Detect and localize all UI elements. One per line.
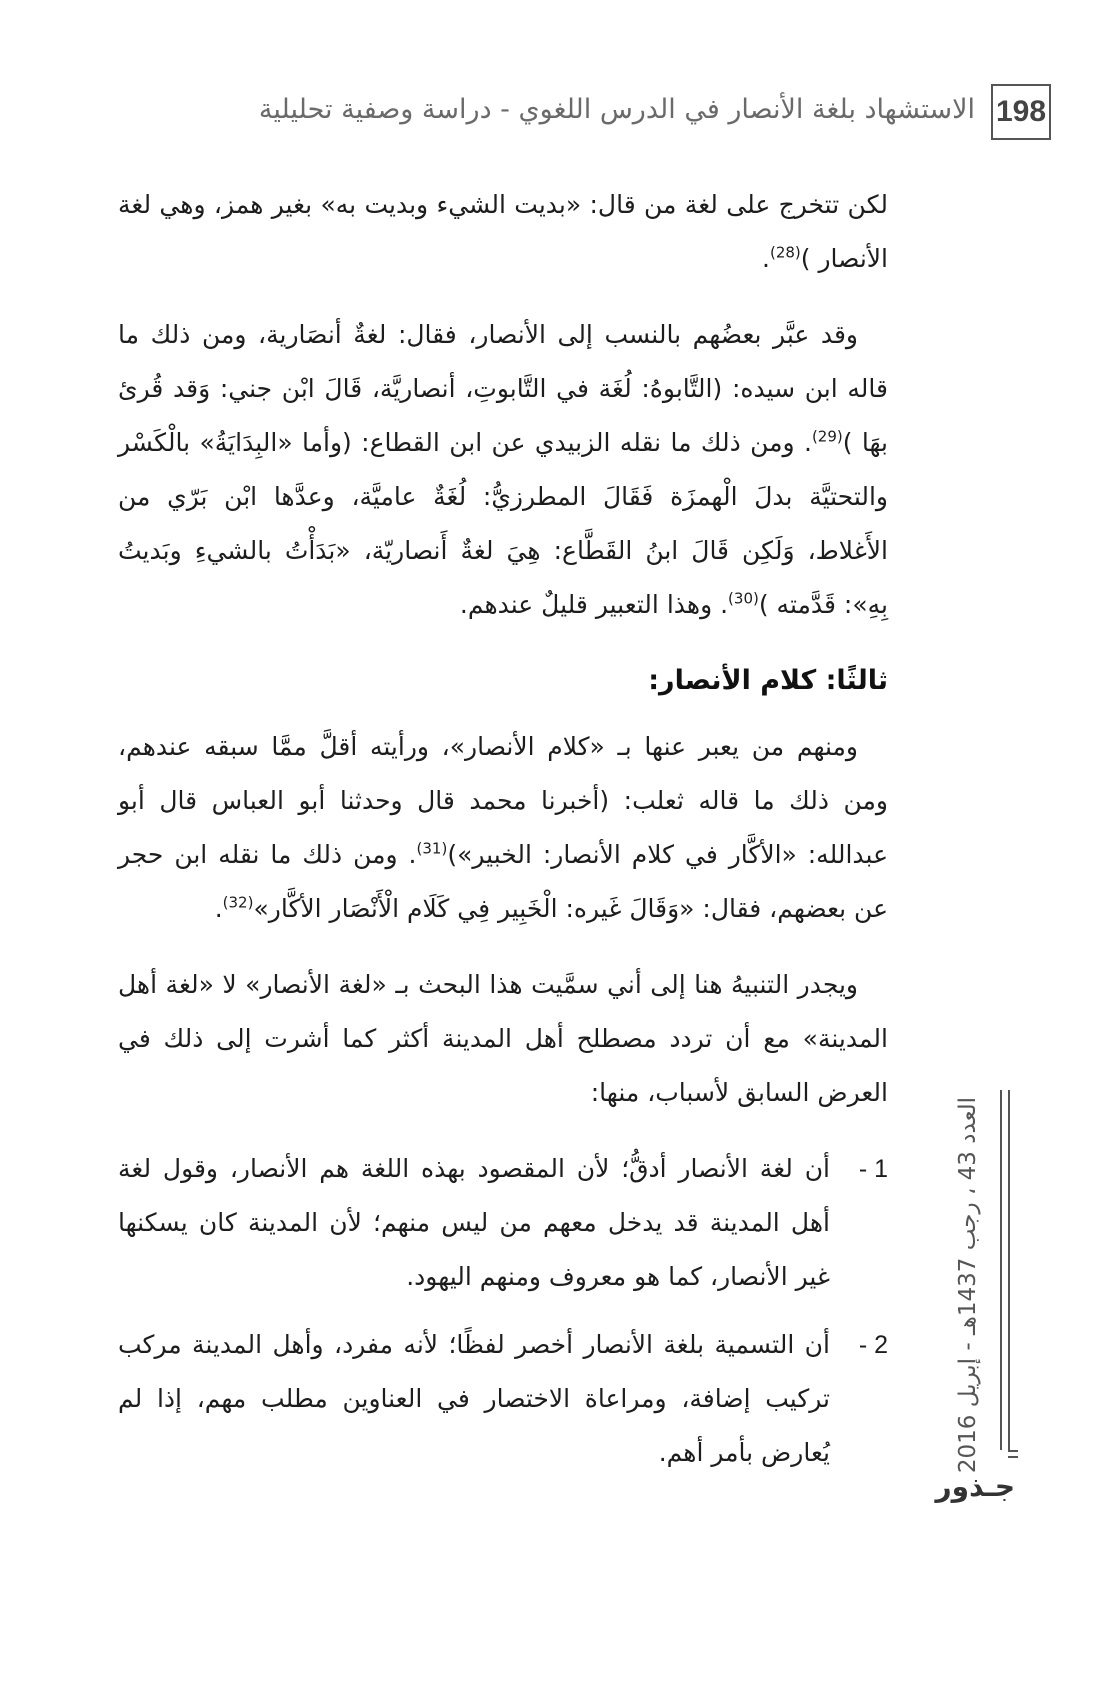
paragraph-3 — [118, 720, 888, 936]
footnote-ref-31[interactable]: (31) — [416, 839, 448, 858]
footnote-ref-28[interactable]: (28) — [769, 243, 801, 262]
paragraph-2-text-b: . ومن ذلك ما نقله الزبيدي عن ابن القطاع: (وأما «البِدَايَةُ» بالْكَسْر والتحتيَّة بدلَ الْهمزَة فَقَالَ المطرزيُّ: لُغَةٌ عاميَّة، وعدَّها ابْن بَرّي من الأَغلاط، وَلَكِن قَالَ ابنُ القَطَّاع: هِيَ لغةٌ أَنصاريّة، «بَدَأْتُ بالشيءِ وبَديتُ بِهِ»: قَدَّمته ) — [118, 428, 888, 619]
paragraph-1-end: . — [762, 244, 770, 273]
sidebar-rule — [1008, 1450, 1018, 1458]
paragraph-4: ويجدر التنبيهُ هنا إلى أني سمَّيت هذا البحث بـ «لغة الأنصار» لا «لغة أهل المدينة» مع أن تردد مصطلح أهل المدينة أكثر كما أشرت إلى ذلك في العرض السابق لأسباب، منها: — [118, 970, 888, 1107]
footnote-ref-30[interactable]: (30) — [728, 589, 759, 608]
paragraph-1 — [118, 178, 888, 286]
list-item-number: 1 - — [858, 1155, 888, 1183]
list-item-text: أن لغة الأنصار أدقُّ؛ لأن المقصود بهذه اللغة هم الأنصار، وقول لغة أهل المدينة قد يدخل معهم من ليس منهم؛ لأن المدينة كان يسكنها غير الأنصار، كما هو معروف ومنهم اليهود. — [118, 1154, 830, 1291]
section-heading: ثالثًا: كلام الأنصار: — [648, 665, 888, 696]
list-item — [118, 1142, 888, 1304]
article-body — [118, 178, 888, 1494]
footnote-ref-32[interactable]: (32) — [222, 893, 254, 912]
paragraph-3-text-a: ومنهم من يعبر عنها بـ «كلام الأنصار»، ورأيته أقلَّ ممَّا سبقه عندهم، ومن ذلك ما قاله ثعلب: (أخبرنا محمد قال وحدثنا أبو العباس قال أبو عبدالله: «الأكَّار في كلام الأنصار: الخبير») — [118, 732, 889, 869]
list-item — [118, 1318, 888, 1480]
paragraph-2-text-a: وقد عبَّر بعضُهم بالنسب إلى الأنصار، فقال: لغةٌ أنصَارية، ومن ذلك ما قاله ابن سيده: (التَّابوهُ: لُغَة في التَّابوتِ، أنصاريَّة، قَالَ ابْن جني: وَقد قُرئ بهَا ) — [118, 320, 888, 457]
journal-logo: جـذور — [935, 1470, 1015, 1503]
running-title: الاستشهاد بلغة الأنصار في الدرس اللغوي - دراسة وصفية تحليلية — [258, 94, 975, 125]
sidebar-divider — [1000, 1090, 1010, 1450]
list-item-number: 2 - — [858, 1331, 888, 1359]
paragraph-2-text-c: . وهذا التعبير قليلٌ عندهم. — [459, 590, 729, 619]
reasons-list — [118, 1142, 888, 1480]
page-header — [120, 88, 1047, 144]
paragraph-3-end: . — [214, 894, 223, 923]
issue-info: العدد 43 ، رجب 1437هـ - إبريل 2016 — [955, 1096, 981, 1474]
paragraph-1-text: لكن تتخرج على لغة من قال: «بديت الشيء وبديت به» بغير همز، وهي لغة الأنصار ) — [118, 190, 888, 273]
list-item-text: أن التسمية بلغة الأنصار أخصر لفظًا؛ لأنه مفرد، وأهل المدينة مركب تركيب إضافة، ومراعاة الاختصار في العناوين مطلب مهم، إذا لم يُعارض بأمر أهم. — [118, 1330, 830, 1467]
page-number: 198 — [991, 84, 1051, 140]
paragraph-3-text-b: . ومن ذلك ما نقله ابن حجر عن بعضهم، فقال: «وَقَالَ غَيره: الْخَبِير فِي كَلَام الْأَنْصَار الأكَّار» — [118, 840, 888, 923]
paragraph-2 — [118, 308, 888, 632]
footnote-ref-29[interactable]: (29) — [811, 427, 843, 446]
